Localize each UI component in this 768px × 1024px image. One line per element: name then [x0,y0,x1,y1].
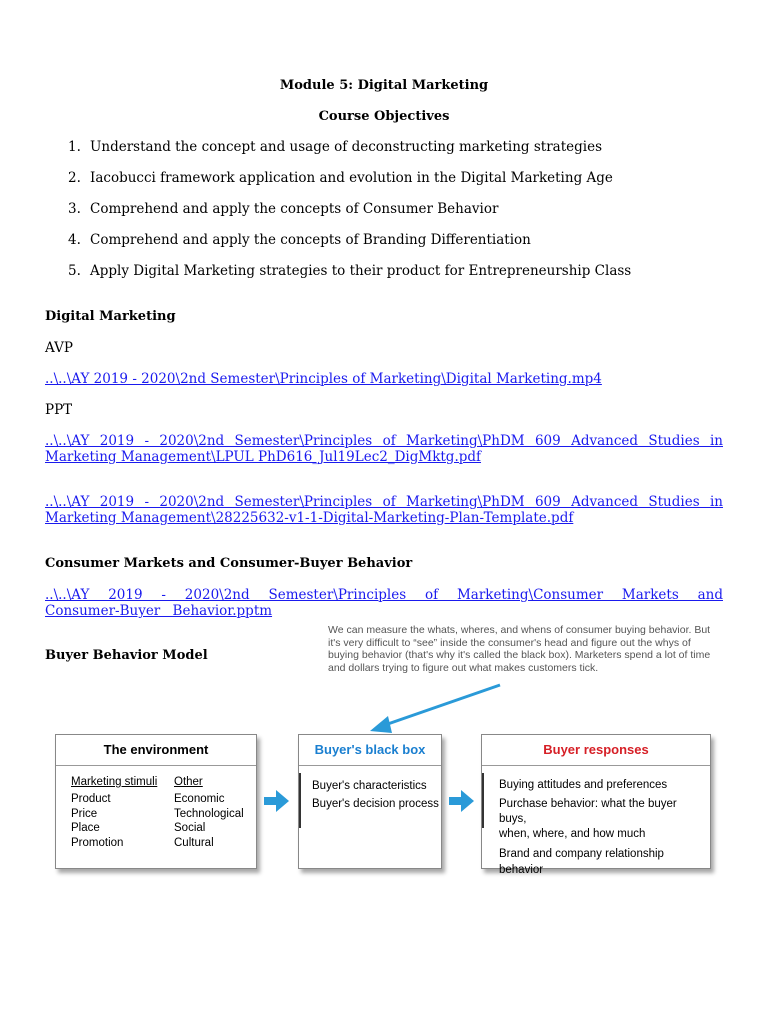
list-item: Buyer's decision process [312,798,439,810]
list-item: Economic [174,793,225,805]
ppt-link-2[interactable]: ..\..\AY 2019 - 2020\2nd Semester\Principles of Marketing\PhDM 609 Advanced Studies in Marketing Management\28225632-v1-1-Digital-Marketing-Plan-Template.pdf [45,494,723,526]
objective-item: 5. Apply Digital Marketing strategies to their product for Entrepreneurship Class [68,263,632,279]
list-item: Brand and company relationship behavior [499,848,664,876]
objective-item: 4. Comprehend and apply the concepts of Branding Differentiation [68,232,531,248]
responses-items [499,777,704,878]
other-column [174,776,244,850]
list-item: Promotion [71,836,124,849]
arrow-right-icon [262,788,292,814]
list-item: Place [71,822,100,834]
objective-item: 3. Comprehend and apply the concepts of Consumer Behavior [68,201,499,217]
objectives-title: Course Objectives [318,109,450,124]
list-item: Price [71,807,98,820]
digital-marketing-heading: Digital Marketing [45,309,176,324]
consumer-markets-heading: Consumer Markets and Consumer-Buyer Behavior [45,556,413,571]
black-box-title: Buyer's black box [299,735,441,766]
stimuli-column [71,776,157,850]
consumer-markets-link[interactable]: ..\..\AY 2019 - 2020\2nd Semester\Principles of Marketing\Consumer Markets and Consumer-Buyer Behavior.pptm [45,587,723,619]
objective-item: 2. Iacobucci framework application and evolution in the Digital Marketing Age [68,170,613,186]
other-header: Other [174,776,203,788]
stimuli-header: Marketing stimuli [71,776,158,788]
list-item: Technological [174,807,244,820]
environment-box [55,734,257,869]
black-box-panel [298,734,442,869]
list-item: Purchase behavior: what the buyer buys, [499,798,677,825]
responses-box [481,734,711,876]
list-item: Buyer's characteristics [312,780,427,792]
list-item: Cultural [174,836,214,849]
divider [482,773,484,828]
ppt-label: PPT [45,402,73,418]
buyer-model-heading: Buyer Behavior Model [45,648,208,663]
objective-item: 1. Understand the concept and usage of deconstructing marketing strategies [68,139,602,155]
black-box-items [312,777,439,813]
list-item: Product [71,793,111,805]
list-item: Social [174,822,206,834]
list-item: Buying attitudes and preferences [499,779,668,791]
responses-title: Buyer responses [482,735,710,766]
pointer-arrow [360,680,510,740]
black-box-note: We can measure the whats, wheres, and whens of consumer buying behavior. But it's very difficult to “see” inside the consumer's head and figure out the whys of buying behavior (that's why it's called the black box). Marketers spend a lot of time and dollars trying to figure out what makes customers tick. [328,624,711,674]
environment-title: The environment [56,735,256,766]
list-item: when, where, and how much [499,828,646,840]
module-title: Module 5: Digital Marketing [279,78,489,93]
avp-link[interactable]: ..\..\AY 2019 - 2020\2nd Semester\Principles of Marketing\Digital Marketing.mp4 [45,371,602,387]
ppt-link-1[interactable]: ..\..\AY 2019 - 2020\2nd Semester\Principles of Marketing\PhDM 609 Advanced Studies in Marketing Management\LPUL PhD616_Jul19Lec2_DigMktg.pdf [45,433,723,465]
avp-label: AVP [45,340,73,356]
arrow-right-icon [447,788,477,814]
divider [299,773,301,828]
